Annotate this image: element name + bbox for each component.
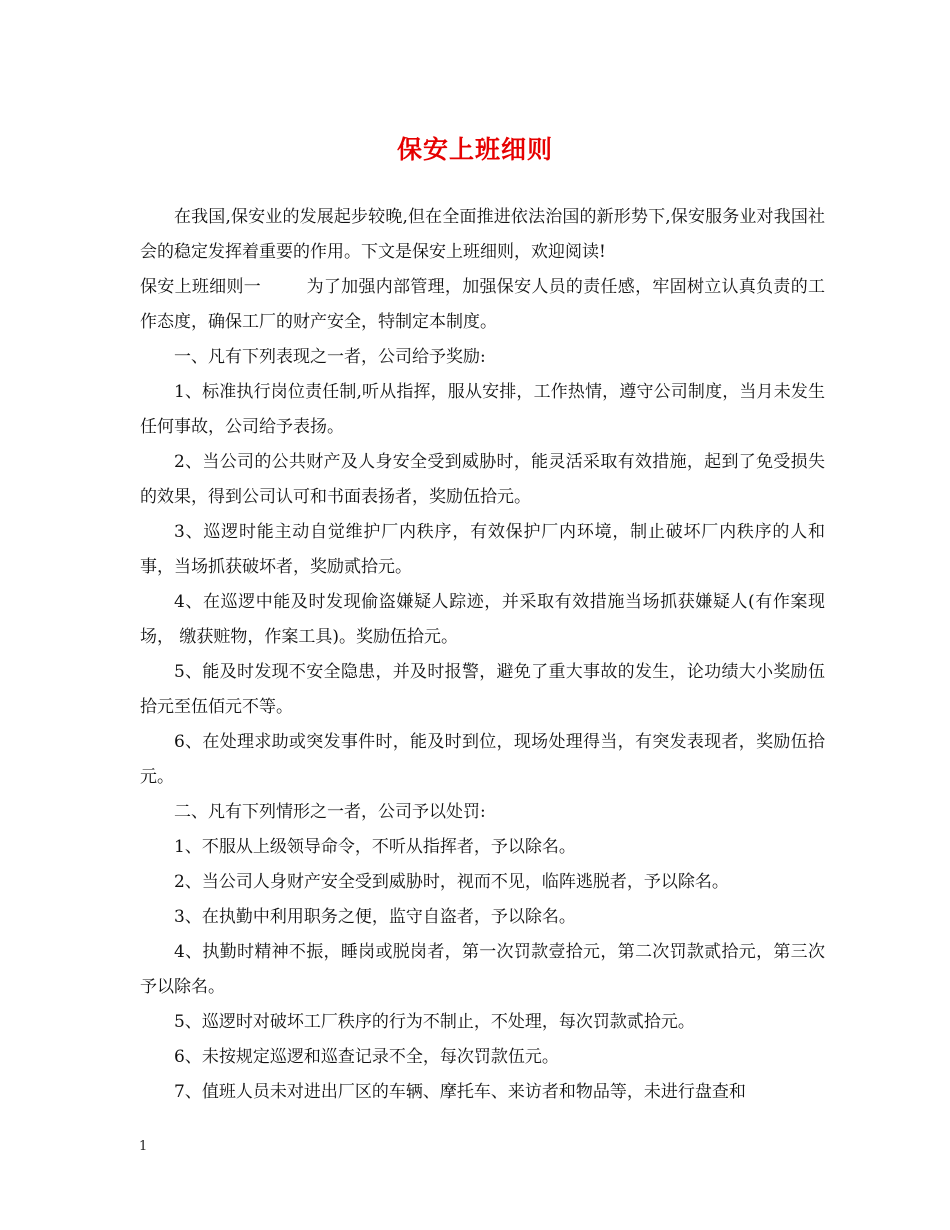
page-number: 1 <box>139 1139 148 1154</box>
list-item: 2、当公司的公共财产及人身安全受到威胁时，能灵活采取有效措施，起到了免受损失的效果，得到公司认可和书面表扬者，奖励伍拾元。 <box>140 452 825 507</box>
section-heading: 二、凡有下列情形之一者，公司予以处罚: <box>174 802 486 822</box>
list-item: 4、执勤时精神不振，睡岗或脱岗者，第一次罚款壹拾元，第二次罚款贰拾元，第三次予以除名。 <box>140 942 825 997</box>
list-item: 1、标准执行岗位责任制,听从指挥，服从安排，工作热情，遵守公司制度，当月未发生任何事故，公司给予表扬。 <box>140 382 825 437</box>
list-item: 3、巡逻时能主动自觉维护厂内秩序，有效保护厂内环境，制止破坏厂内秩序的人和事，当场抓获破坏者，奖励贰拾元。 <box>140 522 825 577</box>
list-item: 6、在处理求助或突发事件时，能及时到位，现场处理得当，有突发表现者，奖励伍拾元。 <box>140 732 825 787</box>
list-item: 5、巡逻时对破坏工厂秩序的行为不制止，不处理，每次罚款贰拾元。 <box>174 1012 695 1032</box>
paragraph: 在我国,保安业的发展起步较晚,但在全面推进依法治国的新形势下,保安服务业对我国社会的稳定发挥着重要的作用。下文是保安上班细则，欢迎阅读! <box>140 207 825 262</box>
document-body <box>140 200 825 1110</box>
list-item: 2、当公司人身财产安全受到威胁时，视而不见，临阵逃脱者，予以除名。 <box>174 872 729 892</box>
list-item: 5、能及时发现不安全隐患，并及时报警，避免了重大事故的发生，论功绩大小奖励伍拾元至伍佰元不等。 <box>140 662 825 717</box>
section-heading: 一、凡有下列表现之一者，公司给予奖励: <box>174 347 486 367</box>
list-item: 1、不服从上级领导命令，不听从指挥者，予以除名。 <box>174 837 576 857</box>
list-item: 7、值班人员未对进出厂区的车辆、摩托车、来访者和物品等，未进行盘查和 <box>174 1082 746 1102</box>
list-item: 6、未按规定巡逻和巡查记录不全，每次罚款伍元。 <box>174 1047 559 1067</box>
list-item: 3、在执勤中利用职务之便，监守自盗者，予以除名。 <box>174 907 576 927</box>
page-title: 保安上班细则 <box>396 135 553 164</box>
paragraph: 保安上班细则一 为了加强内部管理，加强保安人员的责任感，牢固树立认真负责的工作态度，确保工厂的财产安全，特制定本制度。 <box>140 277 825 332</box>
list-item: 4、在巡逻中能及时发现偷盗嫌疑人踪迹，并采取有效措施当场抓获嫌疑人(有作案现场， 缴获赃物，作案工具)。奖励伍拾元。 <box>140 592 825 647</box>
